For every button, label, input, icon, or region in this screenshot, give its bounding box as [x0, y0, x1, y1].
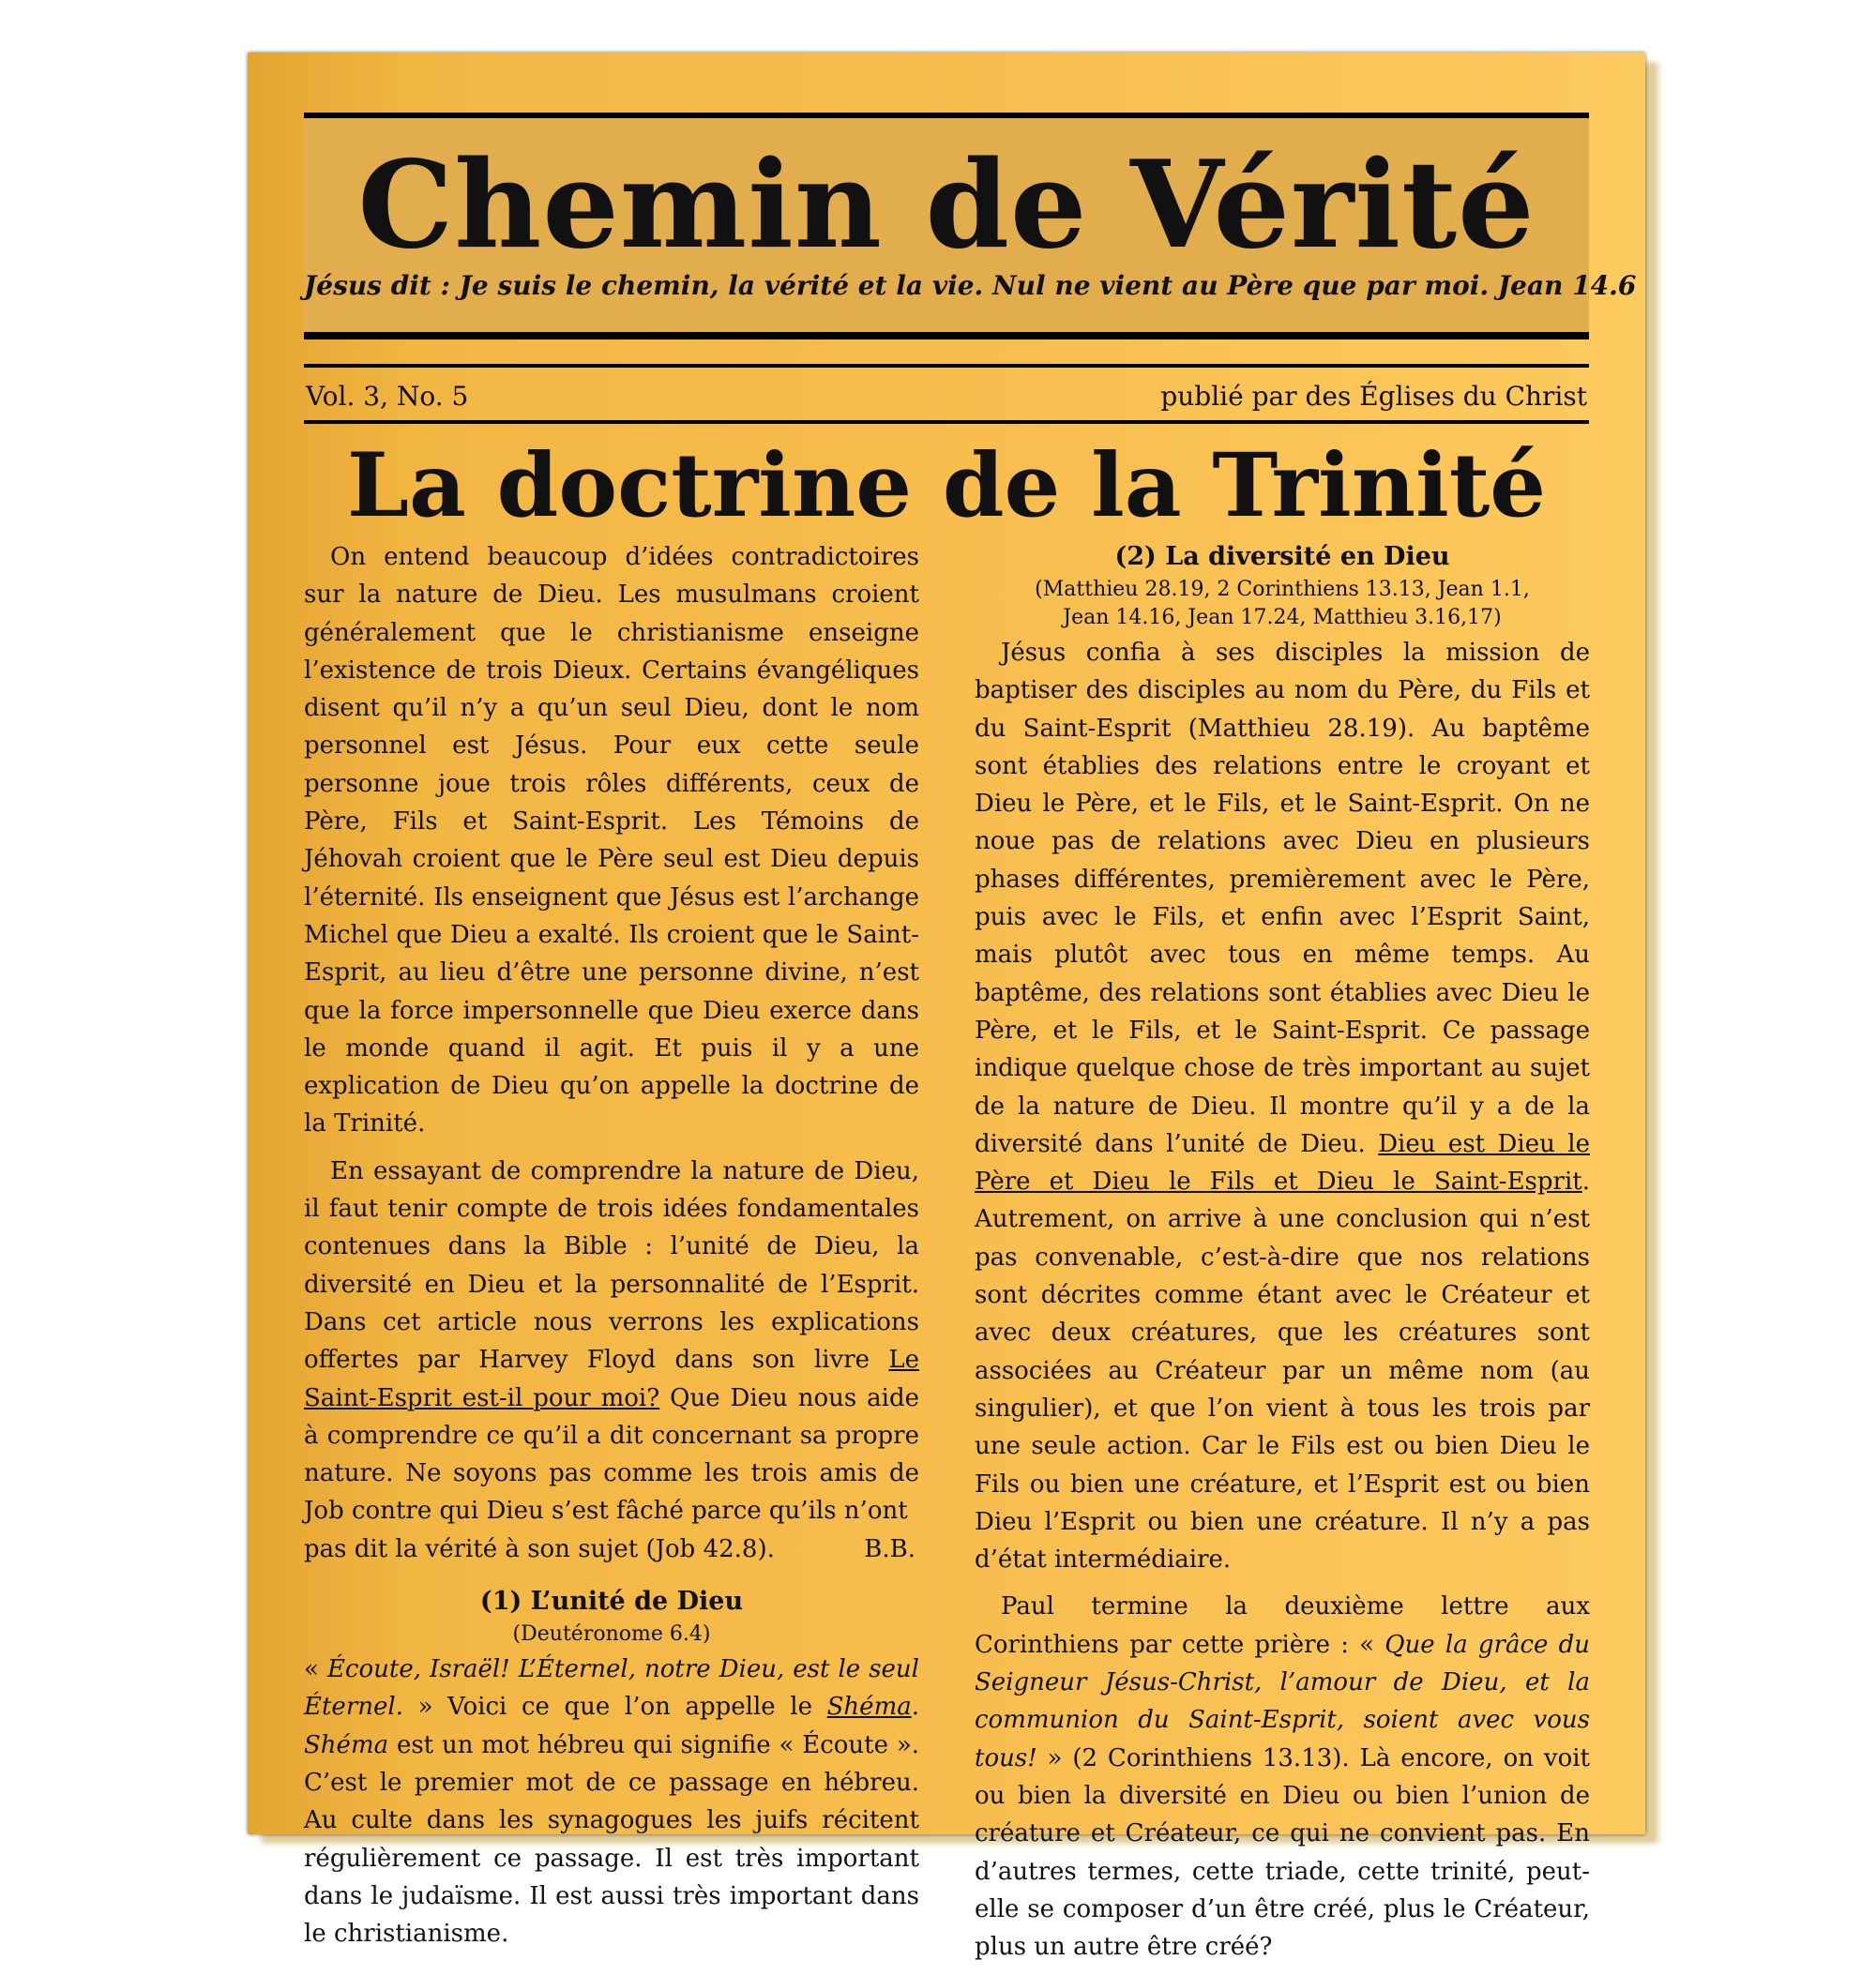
corinthians-quote: Que la grâce du Seigneur Jésus-Christ, l’amour de Dieu, et la communion du Saint-Esprit, soient avec vous tous! — [975, 1630, 1591, 1772]
article-headline: La doctrine de la Trinité — [346, 434, 1547, 537]
column-right — [975, 538, 1590, 1975]
volume-number: Vol. 3, No. 5 — [306, 381, 469, 412]
shema-term-underlined: Shéma — [826, 1693, 912, 1722]
trinity-statement: Dieu est Dieu le Père et Dieu le Fils et Dieu le Saint-Esprit — [975, 1129, 1590, 1197]
section-2-paragraph-2 — [975, 1588, 1590, 1966]
section-2-title: (2) La diversité en Dieu — [1114, 542, 1450, 571]
publisher-line: publié par des Églises du Christ — [1160, 381, 1587, 412]
section-1-reference: (Deutéronome 6.4) — [512, 1622, 711, 1647]
masthead — [304, 118, 1637, 332]
section-1-text-b: . — [911, 1693, 919, 1722]
intro-p2-text: En essayant de comprendre la nature de Dieu, il faut tenir compte de trois idées fondamentales contenues dans la Bible : l’unité de Dieu, la diversité en Dieu et la personnalité de l’Esprit. Dans cet article nous verrons les explications offertes par Harvey Floyd dans son livre — [304, 1156, 919, 1375]
author-signature: B.B. — [864, 1534, 915, 1563]
section-2-p2-text: Paul termine la deuxième lettre aux Corinthiens par cette prière : « — [975, 1592, 1590, 1659]
newsletter-page — [248, 53, 1645, 1962]
section-1-paragraph — [304, 1651, 919, 1952]
meta-bottom-rule — [304, 420, 1589, 424]
masthead-bottom-rule — [304, 332, 1589, 339]
section-1-title: (1) L’unité de Dieu — [479, 1587, 744, 1617]
intro-paragraph-2 — [304, 1153, 919, 1530]
section-2-p1-text: Jésus confia à ses disciples la mission de baptiser des disciples au nom du Père, du Fils et du Saint-Esprit (Matthieu 28.19). Au baptême sont établies des relations entre le croyant et Dieu le Père, et le Fils, et le Saint-Esprit. On ne noue pas de relations avec Dieu en plusieurs phases différentes, premièrement avec le Père, puis avec le Fils, et enfin avec l’Esprit Saint, mais plutôt avec tous en même temps. Au baptême, des relations sont établies avec Dieu le Père, et le Fils, et le Saint-Esprit. Ce passage indique quelque chose de très important au sujet de la nature de Dieu. Il montre qu’il y a de la diversité dans l’unité de Dieu. — [975, 639, 1590, 1158]
newsletter-motto: Jésus dit : Je suis le chemin, la vérité et la vie. Nul ne vient au Père que par moi. Jean 14.6 — [304, 270, 1637, 301]
intro-closing-line — [304, 1530, 919, 1568]
intro-p2-last-line: pas dit la vérité à son sujet (Job 42.8). — [304, 1534, 775, 1563]
section-2-reference-line-1: (Matthieu 28.19, 2 Corinthiens 13.13, Jean 1.1, — [1035, 578, 1530, 601]
section-2-reference-line-2: Jean 14.16, Jean 17.24, Matthieu 3.16,17) — [1063, 606, 1502, 629]
quote-open: « — [304, 1655, 327, 1684]
section-2-p2-text-cont: » (2 Corinthiens 13.13). Là encore, on voit ou bien la diversité en Dieu ou bien l’union de créature et Créateur, ce qui ne convient pas. En d’autres termes, cette triade, cette trinité, peut-elle se composer d’un être créé, plus le Créateur, plus un autre être créé? — [975, 1743, 1590, 1962]
section-1-text-c: est un mot hébreu qui signifie « Écoute ». C’est le premier mot de ce passage en hébreu. Au culte dans les synagogues les juifs récitent régulièrement ce passage. Il est très important dans le judaïsme. Il est aussi très important dans le christianisme. — [304, 1730, 919, 1949]
intro-paragraph-1: On entend beaucoup d’idées contradictoires sur la nature de Dieu. Les musulmans croient généralement que le christianisme enseigne l’existence de trois Dieux. Certains évangéliques disent qu’il n’y a qu’un seul Dieu, dont le nom personnel est Jésus. Pour eux cette seule personne joue trois rôles différents, ceux de Père, Fils et Saint-Esprit. Les Témoins de Jéhovah croient que le Père seul est Dieu depuis l’éternité. Ils enseignent que Jésus est l’archange Michel que Dieu a exalté. Ils croient que le Saint-Esprit, au lieu d’être une personne divine, n’est que la force impersonnelle que Dieu exerce dans le monde quand il agit. Et puis il y a une explication de Dieu qu’on appelle la doctrine de la Trinité. — [304, 543, 919, 1138]
section-1-text-a: » Voici ce que l’on appelle le — [402, 1693, 827, 1722]
section-2-paragraph-1 — [975, 634, 1590, 1578]
meta-top-rule — [304, 364, 1589, 368]
intro-p2-text-cont: Que Dieu nous aide à comprendre ce qu’il a dit concernant sa propre nature. Ne soyons pas comme les trois amis de Job contre qui Dieu s’est fâché parce qu’ils n’ont — [304, 1383, 920, 1526]
book-title: Le Saint-Esprit est-il pour moi? — [304, 1346, 919, 1412]
newsletter-title: Chemin de Vérité — [357, 135, 1536, 276]
issue-meta — [306, 381, 1587, 412]
shema-quote: Écoute, Israël! L’Éternel, notre Dieu, est le seul Éternel. — [304, 1655, 919, 1722]
column-left — [304, 538, 919, 1962]
shema-term-italic: Shéma — [304, 1730, 389, 1759]
section-2-p1-text-cont: . Autrement, on arrive à une conclusion qui n’est pas convenable, c’est-à-dire que nos relations sont décrites comme étant avec le Créateur et avec deux créatures, que les créatures sont associées au Créateur par un même nom (au singulier), et que l’on vient à tous les trois par une seule action. Car le Fils est ou bien Dieu le Fils ou bien une créature, et l’Esprit est ou bien Dieu l’Esprit ou bien une créature. Il n’y a pas d’état intermédiaire. — [975, 1168, 1590, 1575]
